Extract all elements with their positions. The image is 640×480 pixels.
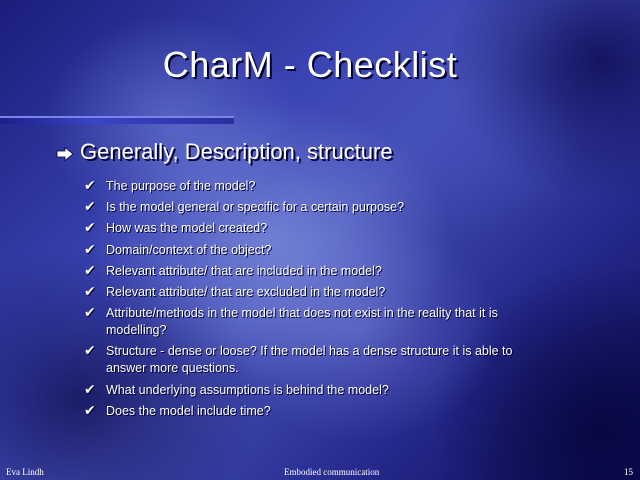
section-heading	[56, 139, 393, 165]
checklist-item	[84, 403, 544, 420]
checklist-item-text: Relevant attribute/ that are included in the model?	[106, 263, 382, 278]
checklist-item	[84, 284, 544, 301]
checkmark-icon: ✔	[84, 262, 96, 279]
footer-page-number: 15	[624, 467, 633, 477]
checklist-item-text: Is the model general or specific for a certain purpose?	[106, 200, 405, 215]
checklist-item	[84, 305, 544, 339]
checkmark-icon: ✔	[84, 343, 96, 360]
checkmark-icon: ✔	[84, 199, 96, 216]
footer-author: Eva Lindh	[6, 467, 44, 477]
checklist-item	[84, 220, 544, 237]
checklist-item-text: The purpose of the model?	[106, 179, 256, 193]
checkmark-icon: ✔	[84, 381, 96, 398]
checklist-item-text: How was the model created?	[106, 221, 268, 236]
checklist-item	[84, 242, 544, 259]
checklist-item	[84, 382, 544, 399]
checklist	[84, 178, 544, 424]
checklist-item-text: Attribute/methods in the model that does not exist in the reality that it is modelling?	[106, 306, 498, 338]
checklist-item	[84, 178, 544, 195]
checklist-item-text: Relevant attribute/ that are excluded in the model?	[106, 284, 386, 299]
title-underline-bar	[0, 116, 234, 124]
checkmark-icon: ✔	[84, 220, 96, 237]
checkmark-icon: ✔	[84, 283, 96, 300]
section-heading-text: Generally, Description, structure	[80, 139, 393, 164]
checkmark-icon: ✔	[84, 178, 96, 194]
checkmark-icon: ✔	[84, 402, 96, 419]
slide-title: CharM - Checklist	[162, 44, 458, 85]
checklist-item-text: Domain/context of the object?	[106, 242, 272, 257]
checklist-item-text: What underlying assumptions is behind the model?	[106, 382, 389, 397]
checklist-item-text: Structure - dense or loose? If the model has a dense structure it is able to answer more questions.	[106, 344, 513, 376]
checklist-item-text: Does the model include time?	[106, 403, 271, 418]
checkmark-icon: ✔	[84, 305, 96, 322]
footer-course: Embodied communication	[284, 467, 380, 477]
checkmark-icon: ✔	[84, 241, 96, 258]
arrow-right-icon	[56, 147, 74, 161]
checklist-item	[84, 199, 544, 216]
checklist-item	[84, 343, 544, 377]
checklist-item	[84, 263, 544, 280]
